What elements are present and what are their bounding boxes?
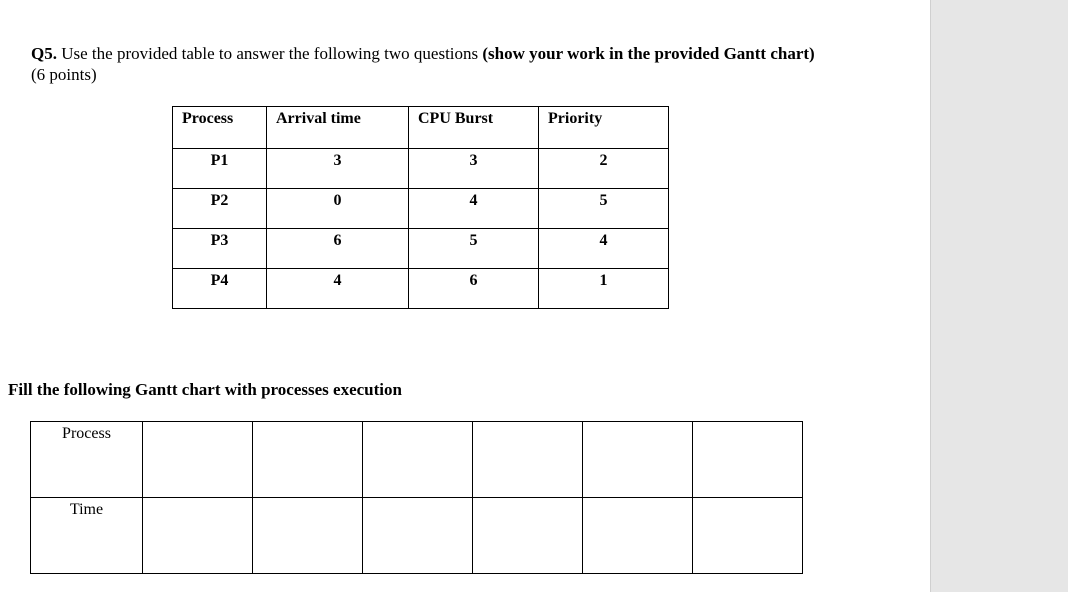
- cell-burst: 3: [409, 149, 539, 189]
- cell-burst: 4: [409, 189, 539, 229]
- cell-priority: 5: [539, 189, 669, 229]
- cell-priority: 1: [539, 269, 669, 309]
- table-row: [173, 189, 669, 229]
- cell-arrival: 4: [267, 269, 409, 309]
- cell-process: P3: [173, 229, 267, 269]
- gantt-time-cell[interactable]: [693, 498, 803, 574]
- cell-arrival: 0: [267, 189, 409, 229]
- cell-burst: 6: [409, 269, 539, 309]
- question-body: Use the provided table to answer the following two questions: [56, 44, 483, 63]
- header-process: Process: [173, 107, 267, 149]
- cell-priority: 2: [539, 149, 669, 189]
- cell-burst: 5: [409, 229, 539, 269]
- gantt-time-cell[interactable]: [363, 498, 473, 574]
- cell-arrival: 6: [267, 229, 409, 269]
- cell-arrival: 3: [267, 149, 409, 189]
- gantt-time-label: Time: [31, 498, 143, 574]
- question-instruction: (show your work in the provided Gantt chart): [482, 44, 815, 63]
- gantt-time-cell[interactable]: [143, 498, 253, 574]
- gantt-time-row: [31, 498, 803, 574]
- question-text: [31, 43, 831, 85]
- gantt-time-cell[interactable]: [253, 498, 363, 574]
- cell-process: P4: [173, 269, 267, 309]
- gantt-heading: Fill the following Gantt chart with processes execution: [8, 380, 402, 399]
- cell-priority: 4: [539, 229, 669, 269]
- gantt-process-label: Process: [31, 422, 143, 498]
- table-header-row: [173, 107, 669, 149]
- gantt-time-cell[interactable]: [583, 498, 693, 574]
- gantt-process-cell[interactable]: [253, 422, 363, 498]
- side-panel: [930, 0, 1068, 592]
- process-table: [172, 106, 669, 309]
- gantt-process-row: [31, 422, 803, 498]
- gantt-process-cell[interactable]: [583, 422, 693, 498]
- gantt-process-cell[interactable]: [473, 422, 583, 498]
- table-row: [173, 269, 669, 309]
- cell-process: P2: [173, 189, 267, 229]
- gantt-time-cell[interactable]: [473, 498, 583, 574]
- header-priority: Priority: [539, 107, 669, 149]
- header-cpu-burst: CPU Burst: [409, 107, 539, 149]
- table-row: [173, 229, 669, 269]
- gantt-chart-table: [30, 421, 803, 574]
- gantt-process-cell[interactable]: [693, 422, 803, 498]
- table-row: [173, 149, 669, 189]
- question-points: (6 points): [31, 65, 97, 84]
- gantt-process-cell[interactable]: [143, 422, 253, 498]
- gantt-process-cell[interactable]: [363, 422, 473, 498]
- cell-process: P1: [173, 149, 267, 189]
- header-arrival-time: Arrival time: [267, 107, 409, 149]
- question-number: Q5.: [31, 44, 57, 63]
